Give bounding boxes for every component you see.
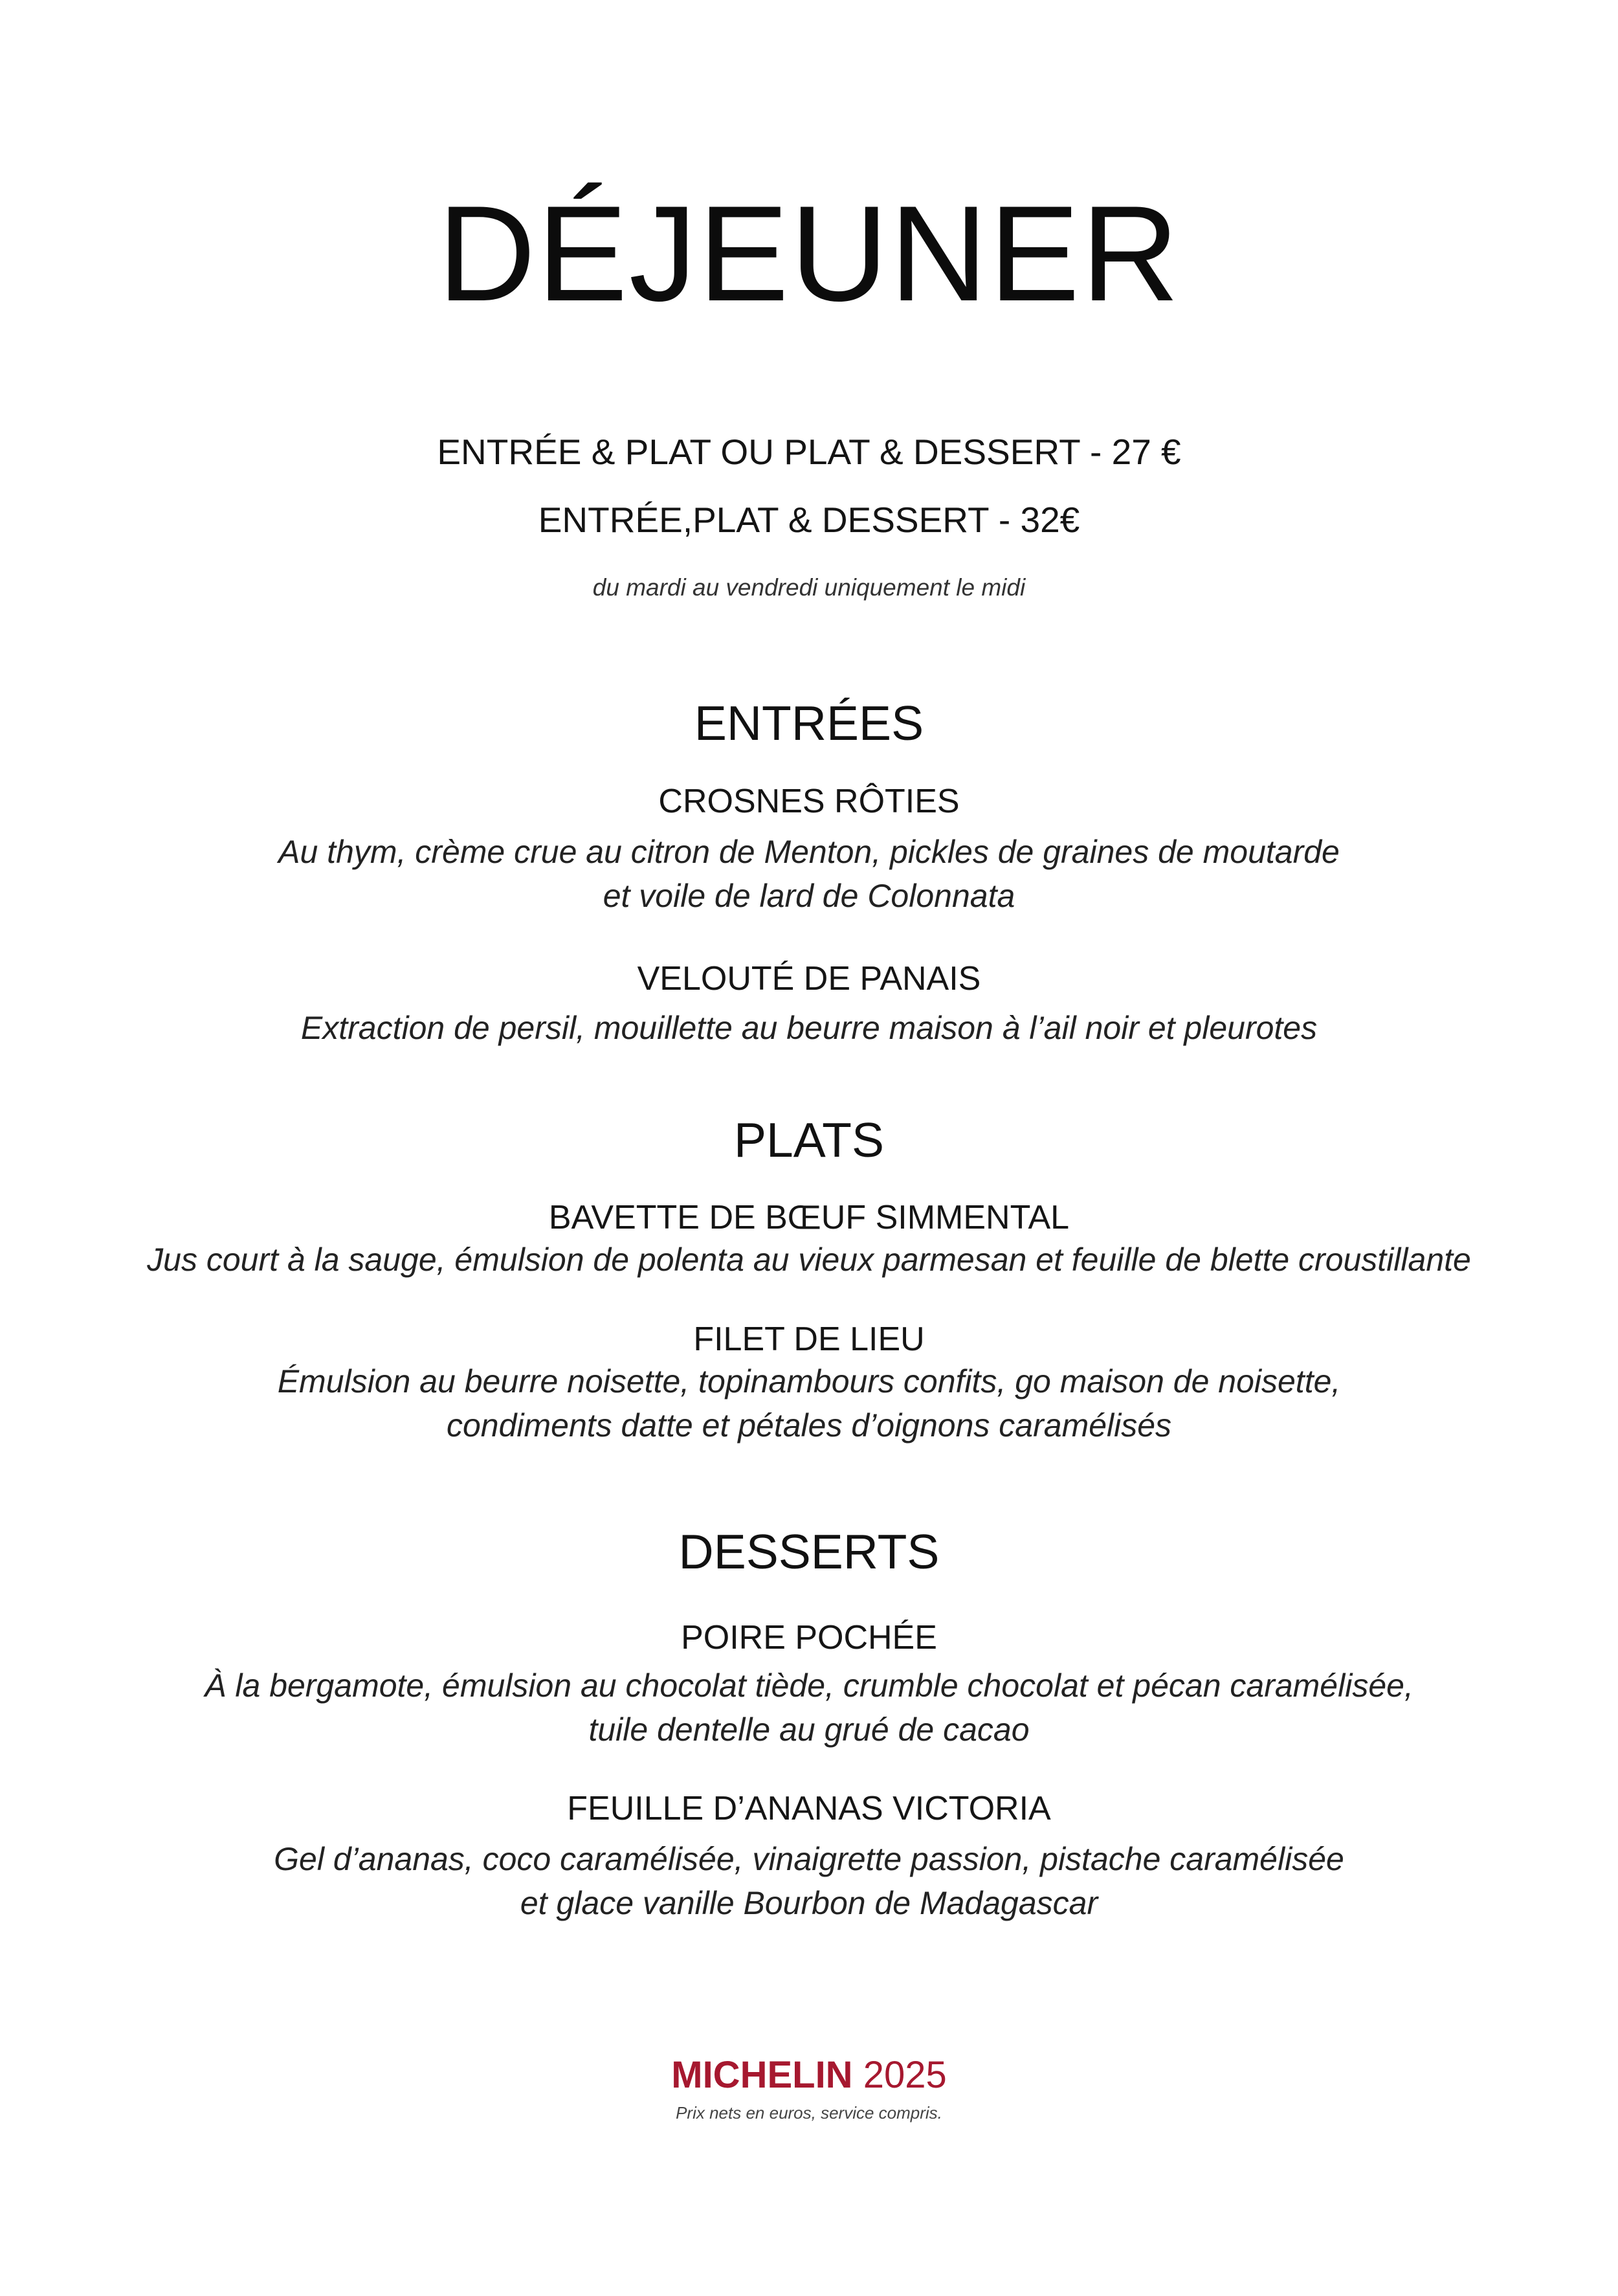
availability-note: du mardi au vendredi uniquement le midi — [592, 574, 1026, 601]
dish-name: FILET DE LIEU — [693, 1321, 925, 1358]
price-note: Prix nets en euros, service compris. — [676, 2103, 942, 2123]
dish-name: VELOUTÉ DE PANAIS — [637, 960, 981, 998]
michelin-guide-mark — [0, 2052, 1618, 2099]
formula-three-courses: ENTRÉE,PLAT & DESSERT - 32€ — [538, 500, 1080, 540]
section-heading-plats: PLATS — [733, 1113, 885, 1167]
michelin-brand: MICHELIN — [671, 2054, 853, 2096]
dish-description — [0, 830, 1618, 918]
dish-name: POIRE POCHÉE — [681, 1619, 937, 1656]
dish-description-line: Au thym, crème crue au citron de Menton, pickles de graines de moutarde — [278, 834, 1340, 870]
dish-description-line: Jus court à la sauge, émulsion de polenta au vieux parmesan et feuille de blette croustillante — [147, 1242, 1471, 1278]
dish-description — [0, 1359, 1618, 1447]
dish-description-line: Émulsion au beurre noisette, topinambours confits, go maison de noisette, — [277, 1363, 1341, 1399]
dish-description — [0, 1006, 1618, 1050]
section-heading-entrees: ENTRÉES — [694, 696, 924, 750]
dish-description-line: À la bergamote, émulsion au chocolat tiède, crumble chocolat et pécan caramélisée, — [205, 1667, 1413, 1704]
dish-description — [0, 1837, 1618, 1925]
dish-description-line: tuile dentelle au grué de cacao — [588, 1711, 1030, 1748]
dish-description — [0, 1664, 1618, 1752]
dish-description-line: et voile de lard de Colonnata — [603, 878, 1015, 914]
michelin-year: 2025 — [863, 2054, 947, 2096]
dish-name: BAVETTE DE BŒUF SIMMENTAL — [548, 1199, 1070, 1236]
dish-description — [0, 1238, 1618, 1282]
dish-name: FEUILLE D’ANANAS VICTORIA — [567, 1790, 1051, 1827]
section-heading-desserts: DESSERTS — [678, 1524, 940, 1579]
dish-description-line: Gel d’ananas, coco caramélisée, vinaigrette passion, pistache caramélisée — [274, 1841, 1344, 1877]
dish-description-line: et glace vanille Bourbon de Madagascar — [520, 1885, 1098, 1921]
dish-description-line: condiments datte et pétales d’oignons caramélisés — [446, 1407, 1172, 1443]
formula-two-courses: ENTRÉE & PLAT OU PLAT & DESSERT - 27 € — [437, 432, 1181, 472]
dish-name: CROSNES RÔTIES — [658, 783, 960, 820]
menu-title: DÉJEUNER — [438, 177, 1180, 329]
dish-description-line: Extraction de persil, mouillette au beurre maison à l’ail noir et pleurotes — [300, 1010, 1318, 1046]
